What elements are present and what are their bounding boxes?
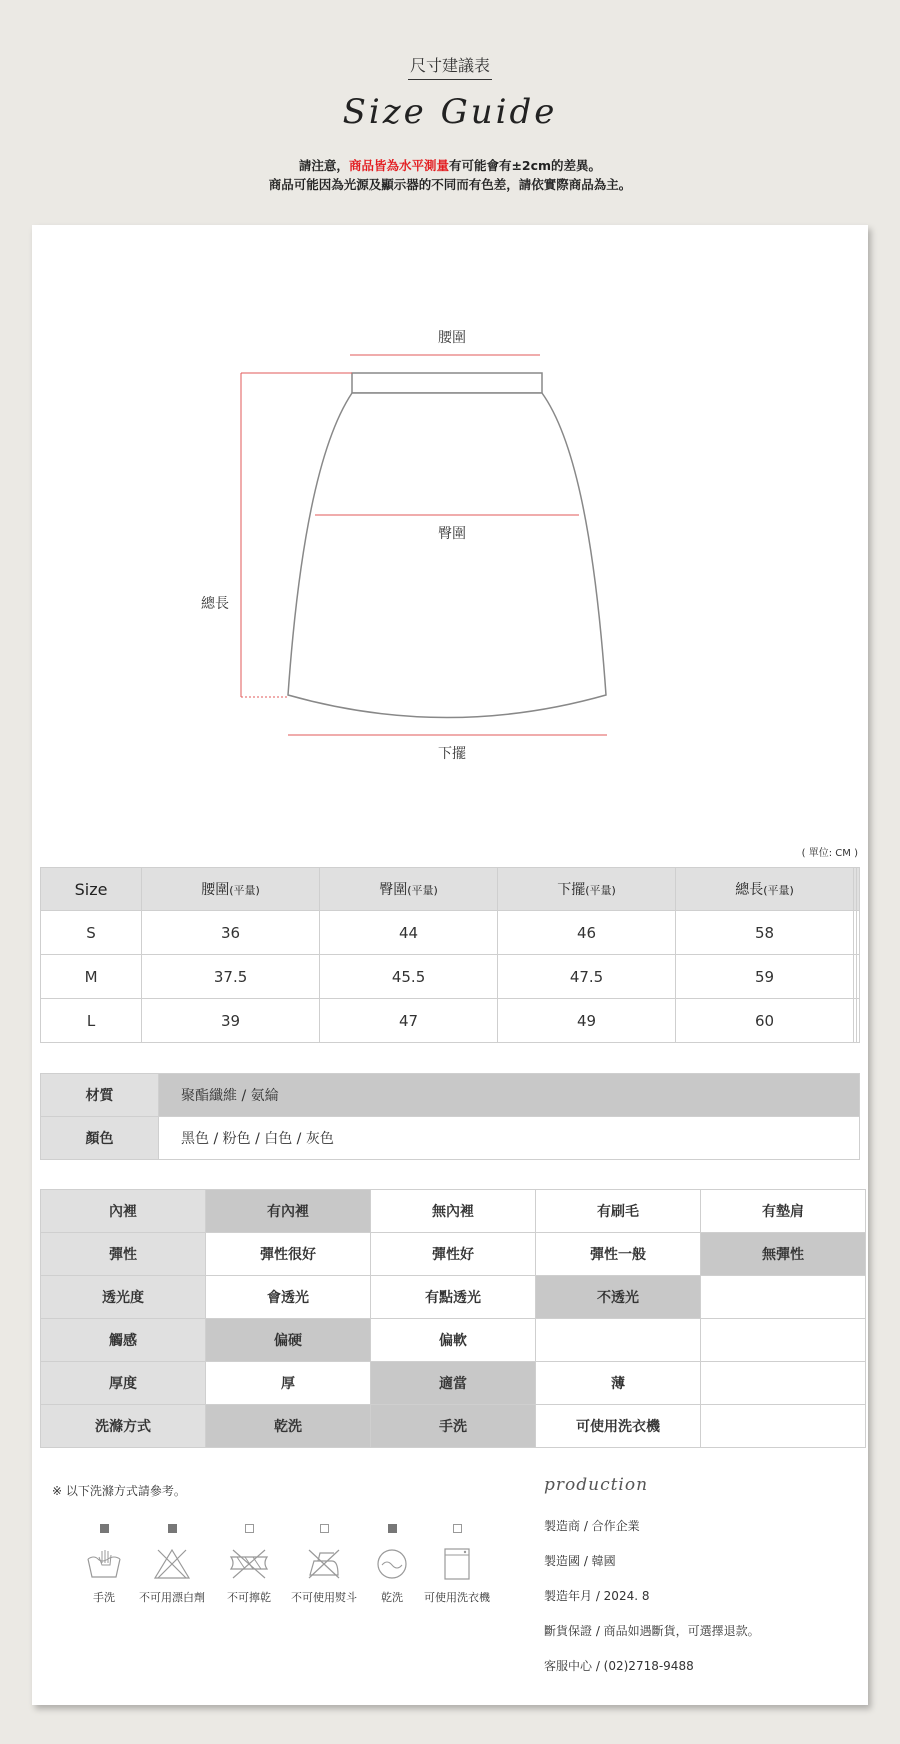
- color-note: 商品可能因為光源及顯示器的不同而有色差，請依實際商品為主。: [268, 177, 632, 192]
- property-option: 不透光: [536, 1276, 701, 1319]
- property-option: 有墊肩: [701, 1190, 866, 1233]
- property-option: 偏軟: [371, 1319, 536, 1362]
- production-info: [544, 1475, 864, 1673]
- empty-header: [857, 868, 860, 911]
- hand-wash-icon: [84, 1547, 124, 1581]
- country-line: 製造國 / 韓國: [544, 1554, 616, 1568]
- property-option: 彈性好: [371, 1233, 536, 1276]
- size-cell: L: [41, 999, 142, 1043]
- empty-cell: [857, 955, 860, 999]
- size-table-header: [41, 868, 860, 911]
- property-option: 有刷毛: [536, 1190, 701, 1233]
- property-row: [41, 1362, 866, 1405]
- size-table: [40, 867, 860, 1043]
- property-row: [41, 1190, 866, 1233]
- waist-label: 腰圍: [438, 330, 466, 346]
- empty-cell: [857, 999, 860, 1043]
- property-label: 洗滌方式: [41, 1405, 206, 1448]
- material-table: [40, 1073, 860, 1160]
- manufacturer-line: 製造商 / 合作企業: [544, 1519, 640, 1533]
- page-subtitle: 尺寸建議表: [0, 53, 900, 76]
- table-row: [41, 955, 860, 999]
- unit-note: ( 單位: CM ): [801, 848, 858, 859]
- table-row: [41, 911, 860, 955]
- property-option: 彈性很好: [206, 1233, 371, 1276]
- wash-checkbox: [168, 1524, 177, 1533]
- property-label: 彈性: [41, 1233, 206, 1276]
- property-option: 有內裡: [206, 1190, 371, 1233]
- wash-instructions: [32, 1470, 532, 1700]
- washing-machine-icon: [437, 1547, 477, 1581]
- hip-header: 臀圍(平量): [320, 868, 498, 911]
- wash-label: 乾洗: [381, 1591, 403, 1604]
- table-row: [41, 999, 860, 1043]
- waist-cell: 37.5: [142, 955, 320, 999]
- material-value: 聚酯纖維 / 氨綸: [159, 1074, 860, 1117]
- wash-label: 手洗: [93, 1591, 115, 1604]
- skirt-diagram: [32, 225, 868, 825]
- property-option: 乾洗: [206, 1405, 371, 1448]
- skirt-waistband: [352, 373, 542, 393]
- skirt-body: [288, 393, 606, 718]
- customer-service-line: 客服中心 / (02)2718-9488: [544, 1659, 694, 1673]
- property-option: 彈性一般: [536, 1233, 701, 1276]
- property-option: 可使用洗衣機: [536, 1405, 701, 1448]
- hem-cell: 49: [498, 999, 676, 1043]
- color-value: 黑色 / 粉色 / 白色 / 灰色: [159, 1117, 860, 1160]
- wash-item-no-bleach: [132, 1524, 212, 1605]
- property-row: [41, 1276, 866, 1319]
- color-row: [41, 1117, 860, 1160]
- size-guide-card: [32, 225, 868, 1705]
- property-label: 觸感: [41, 1319, 206, 1362]
- wash-label: 不可擰乾: [227, 1591, 271, 1604]
- hip-cell: 44: [320, 911, 498, 955]
- property-option: [701, 1362, 866, 1405]
- wash-checkbox: [320, 1524, 329, 1533]
- hem-cell: 46: [498, 911, 676, 955]
- property-option: 手洗: [371, 1405, 536, 1448]
- hip-label: 臀圍: [438, 526, 466, 542]
- wash-item-washing-machine: [417, 1524, 497, 1605]
- length-cell: 58: [676, 911, 854, 955]
- wash-label: 可使用洗衣機: [424, 1591, 490, 1604]
- hem-header: 下擺(平量): [498, 868, 676, 911]
- property-row: [41, 1319, 866, 1362]
- wash-note: ※ 以下洗滌方式請參考。: [52, 1484, 186, 1498]
- stock-guarantee-line: 斷貨保證 / 商品如遇斷貨，可選擇退款。: [544, 1624, 760, 1638]
- empty-cell: [857, 911, 860, 955]
- length-label: 總長: [201, 596, 229, 612]
- material-row: [41, 1074, 860, 1117]
- wash-label: 不可使用熨斗: [291, 1591, 357, 1604]
- size-cell: M: [41, 955, 142, 999]
- property-option: 厚: [206, 1362, 371, 1405]
- measurement-note: 請注意，商品皆為水平測量有可能會有±2cm的差異。: [298, 158, 602, 173]
- property-row: [41, 1405, 866, 1448]
- hem-label: 下擺: [438, 746, 466, 762]
- property-option: 無彈性: [701, 1233, 866, 1276]
- property-option: [536, 1319, 701, 1362]
- wash-checkbox: [245, 1524, 254, 1533]
- hip-cell: 47: [320, 999, 498, 1043]
- length-cell: 60: [676, 999, 854, 1043]
- date-line: 製造年月 / 2024. 8: [544, 1589, 650, 1603]
- measurement-highlight: 商品皆為水平測量: [348, 158, 449, 173]
- wash-label: 不可用漂白劑: [139, 1591, 205, 1604]
- property-option: [701, 1319, 866, 1362]
- wash-checkbox: [453, 1524, 462, 1533]
- property-label: 透光度: [41, 1276, 206, 1319]
- hip-cell: 45.5: [320, 955, 498, 999]
- page-title: Size Guide: [342, 92, 558, 132]
- no-wring-icon: [227, 1547, 271, 1581]
- property-option: 無內裡: [371, 1190, 536, 1233]
- length-cell: 59: [676, 955, 854, 999]
- size-cell: S: [41, 911, 142, 955]
- property-option: 偏硬: [206, 1319, 371, 1362]
- length-header: 總長(平量): [676, 868, 854, 911]
- property-option: [701, 1405, 866, 1448]
- waist-cell: 36: [142, 911, 320, 955]
- property-label: 內裡: [41, 1190, 206, 1233]
- color-label: 顏色: [41, 1117, 159, 1160]
- dry-clean-icon: [372, 1547, 412, 1581]
- wash-item-no-wring: [209, 1524, 289, 1605]
- no-iron-icon: [304, 1547, 344, 1581]
- waist-header: 腰圍(平量): [142, 868, 320, 911]
- material-label: 材質: [41, 1074, 159, 1117]
- property-option: 會透光: [206, 1276, 371, 1319]
- wash-checkbox: [100, 1524, 109, 1533]
- hem-cell: 47.5: [498, 955, 676, 999]
- property-row: [41, 1233, 866, 1276]
- property-option: 有點透光: [371, 1276, 536, 1319]
- no-bleach-icon: [152, 1547, 192, 1581]
- production-title: production: [544, 1475, 649, 1495]
- property-option: 適當: [371, 1362, 536, 1405]
- property-option: [701, 1276, 866, 1319]
- property-table: [40, 1189, 866, 1448]
- size-header: Size: [41, 868, 142, 911]
- property-label: 厚度: [41, 1362, 206, 1405]
- page-header: [0, 0, 900, 225]
- property-option: 薄: [536, 1362, 701, 1405]
- waist-cell: 39: [142, 999, 320, 1043]
- wash-checkbox: [388, 1524, 397, 1533]
